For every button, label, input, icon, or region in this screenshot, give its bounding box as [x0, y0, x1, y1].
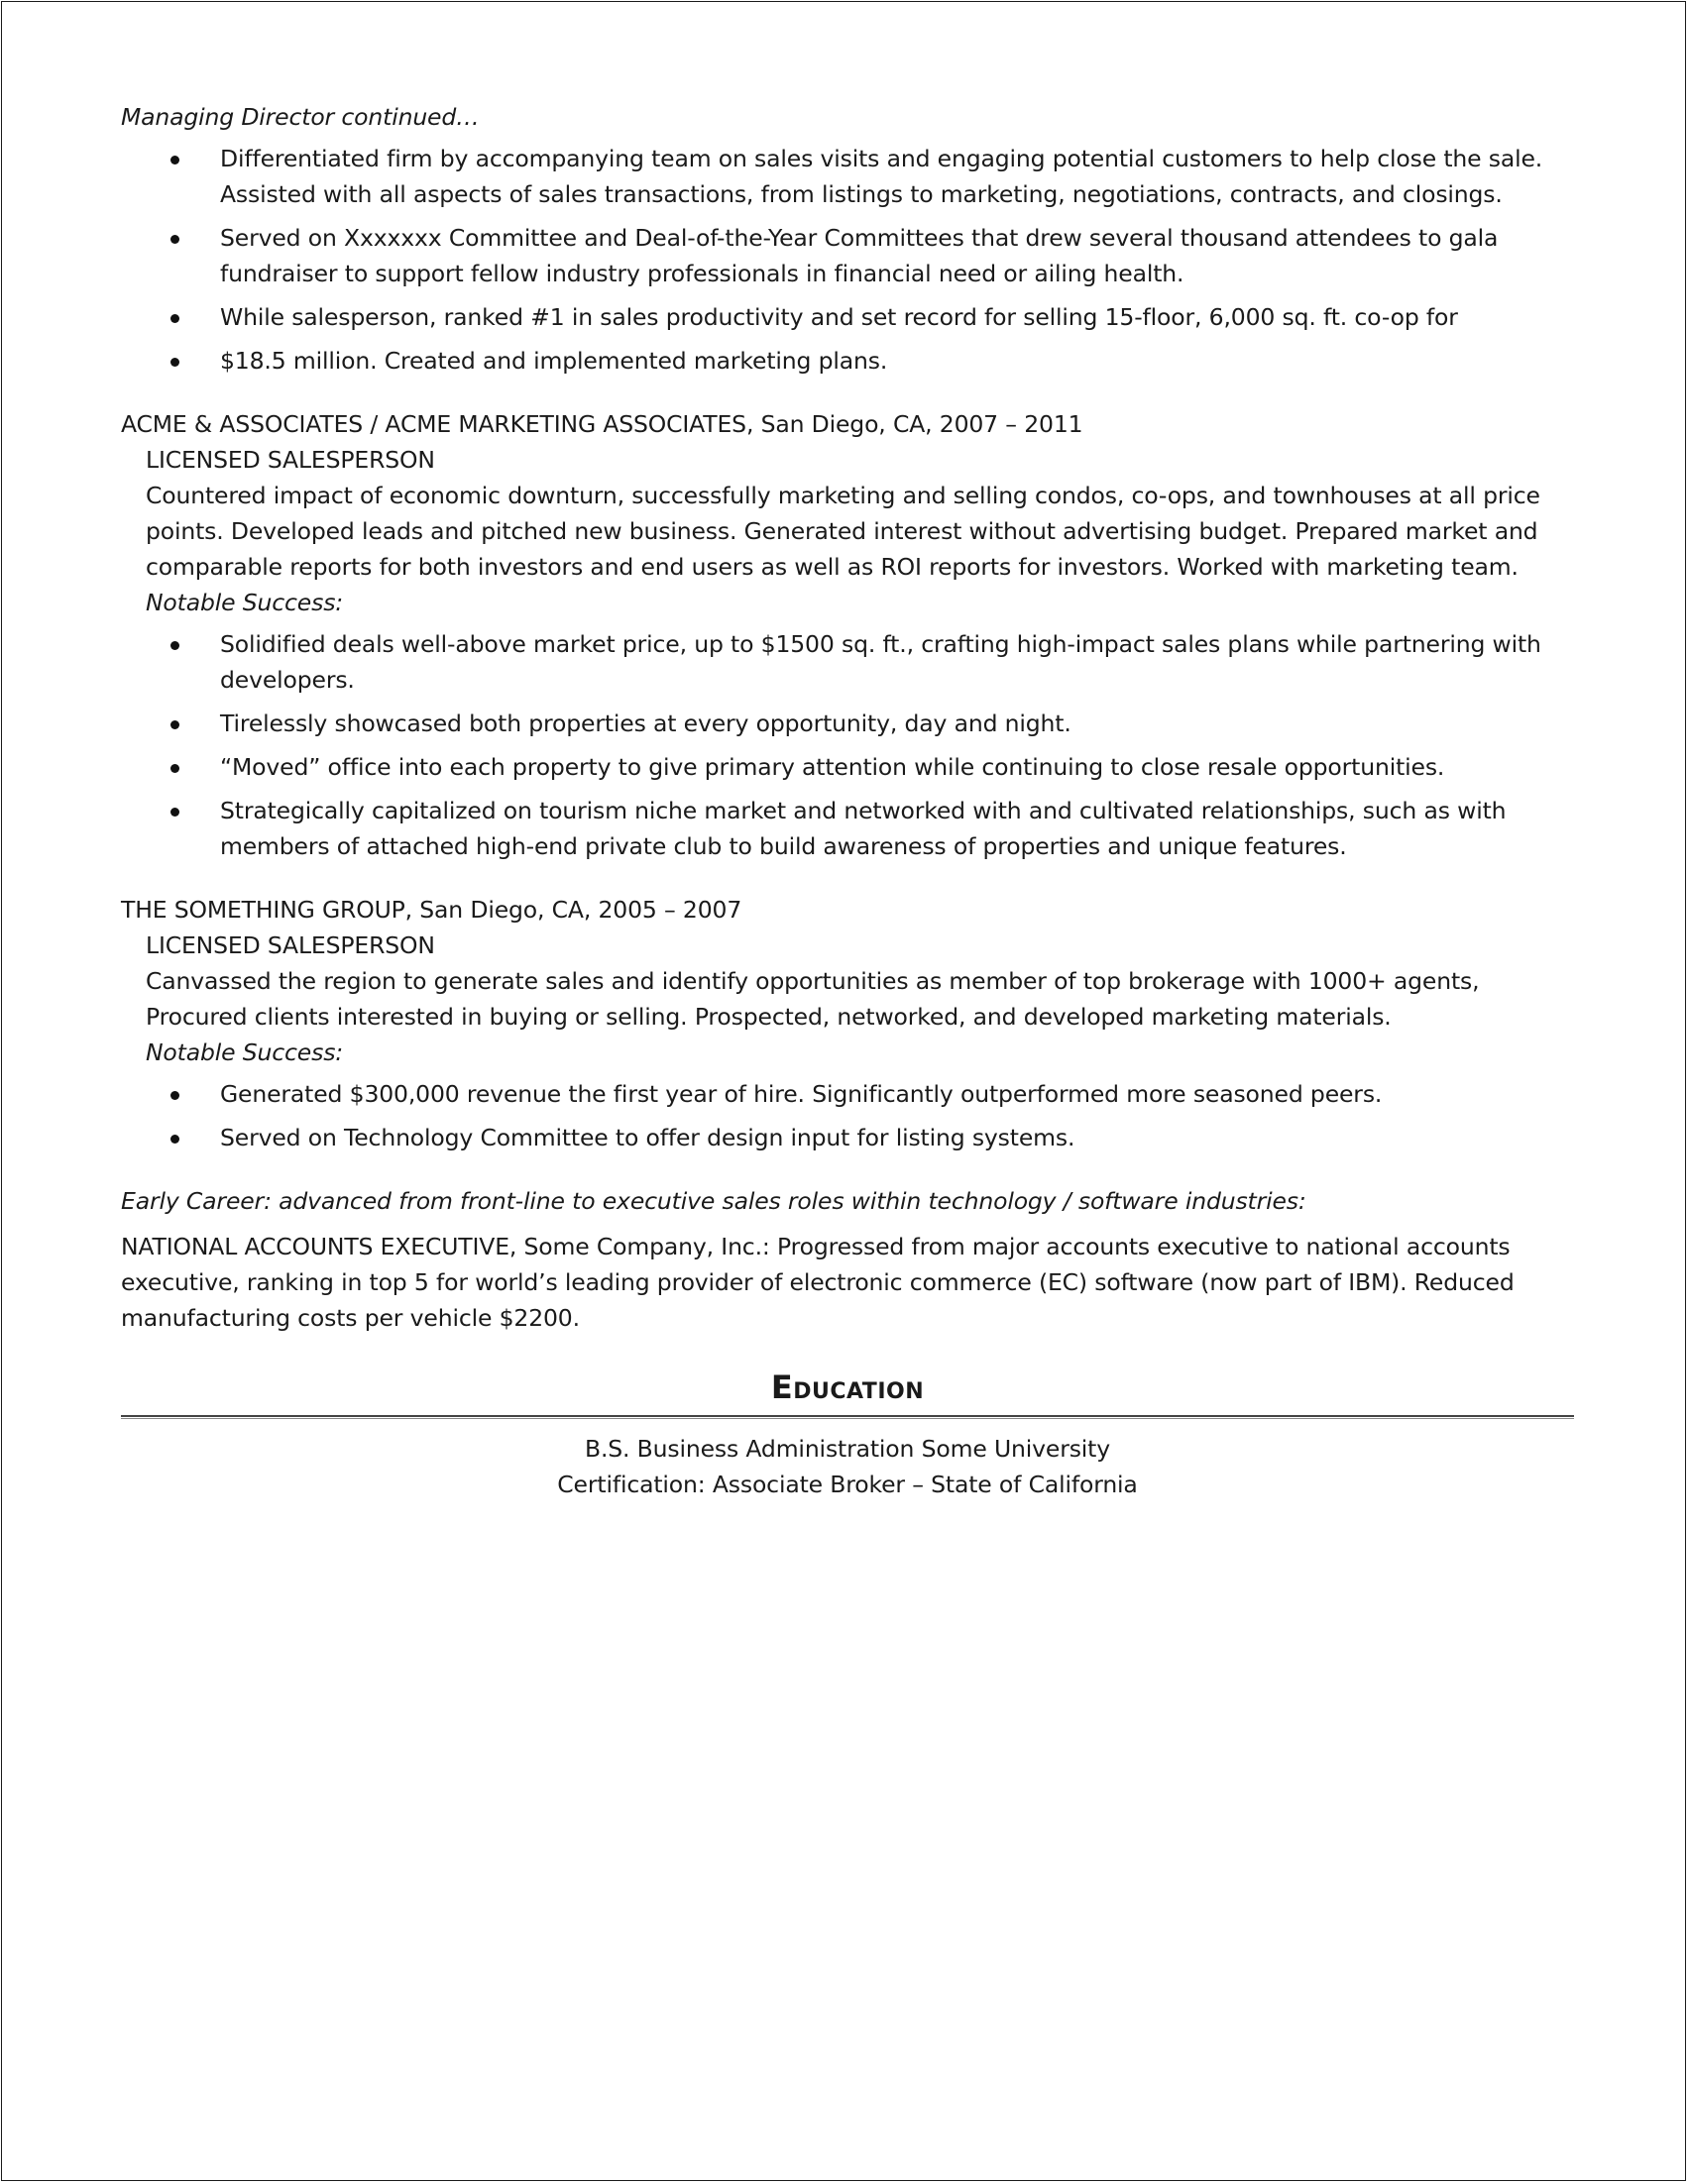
- job-summary: Countered impact of economic downturn, successfully marketing and selling condos, co-ops, and townhouses at all price points. Developed leads and pitched new business. Generated interest without advertising budget. Prepared market and comparable reports for both investors and end users as well as ROI reports for investors. Worked with marketing team.: [146, 482, 1540, 581]
- bullet-item: [121, 626, 1574, 698]
- bullet-text: Served on Xxxxxxx Committee and Deal-of-the-Year Committees that drew several thousand attendees to gala fundraiser to support fellow industry professionals in financial need or ailing health.: [220, 224, 1499, 287]
- bullet-item: [121, 299, 1574, 335]
- job-title: LICENSED SALESPERSON: [146, 931, 435, 959]
- bullet-icon: [170, 358, 179, 367]
- bullet-icon: [170, 641, 179, 650]
- section-title-education: [121, 1367, 1574, 1407]
- resume-page-content: [121, 99, 1574, 1502]
- bullet-item: [121, 343, 1574, 379]
- job-summary: Canvassed the region to generate sales and identify opportunities as member of top brokerage with 1000+ agents, Procured clients interested in buying or selling. Prospected, networked, and developed marketing materials.: [146, 967, 1480, 1031]
- bullet-item: [121, 220, 1574, 291]
- bullet-item: [121, 706, 1574, 741]
- acme-bullets: [121, 626, 1574, 864]
- section-title-text: Education: [770, 1368, 925, 1406]
- company-line: THE SOMETHING GROUP, San Diego, CA, 2005 – 2007: [121, 896, 742, 924]
- bullet-icon: [170, 156, 179, 164]
- bullet-icon: [170, 314, 179, 323]
- bullet-icon: [170, 1135, 179, 1144]
- bullet-text: Generated $300,000 revenue the first year of hire. Significantly outperformed more seasoned peers.: [220, 1080, 1383, 1108]
- acme-job: [121, 406, 1574, 864]
- something-group-bullets: [121, 1076, 1574, 1155]
- continued-heading: Managing Director continued…: [121, 103, 480, 131]
- bullet-item: [121, 1076, 1574, 1112]
- notable-success-label: Notable Success:: [146, 1038, 344, 1066]
- bullet-text: While salesperson, ranked #1 in sales productivity and set record for selling 15-floor, 6,000 sq. ft. co-op for: [220, 303, 1458, 331]
- bullet-text: Tirelessly showcased both properties at every opportunity, day and night.: [220, 710, 1071, 737]
- bullet-icon: [170, 1091, 179, 1100]
- bullet-text: Served on Technology Committee to offer design input for listing systems.: [220, 1124, 1075, 1151]
- bullet-item: [121, 749, 1574, 785]
- bullet-icon: [170, 720, 179, 729]
- early-career-text: NATIONAL ACCOUNTS EXECUTIVE, Some Company, Inc.: Progressed from major accounts executive to national accounts executive, ranking in top 5 for world’s leading provider of electronic commerce (EC) software (now part of IBM). Reduced manufacturing costs per vehicle $2200.: [121, 1233, 1515, 1332]
- bullet-text: Differentiated firm by accompanying team on sales visits and engaging potential customers to help close the sale. Assisted with all aspects of sales transactions, from listings to marketing, negotiations, contracts, and closings.: [220, 145, 1543, 208]
- bullet-icon: [170, 808, 179, 817]
- managing-director-bullets: [121, 141, 1574, 379]
- job-title: LICENSED SALESPERSON: [146, 446, 435, 474]
- early-career-heading: Early Career: advanced from front-line to executive sales roles within technology / software industries:: [121, 1187, 1306, 1215]
- bullet-text: Solidified deals well-above market price, up to $1500 sq. ft., crafting high-impact sales plans while partnering with developers.: [220, 630, 1541, 694]
- bullet-item: [121, 141, 1574, 212]
- bullet-text: Strategically capitalized on tourism niche market and networked with and cultivated relationships, such as with members of attached high-end private club to build awareness of properties and unique features.: [220, 797, 1507, 860]
- bullet-text: “Moved” office into each property to give primary attention while continuing to close resale opportunities.: [220, 753, 1445, 781]
- education-section: [121, 1367, 1574, 1502]
- bullet-icon: [170, 235, 179, 244]
- notable-success-label: Notable Success:: [146, 589, 344, 616]
- company-line: ACME & ASSOCIATES / ACME MARKETING ASSOCIATES, San Diego, CA, 2007 – 2011: [121, 410, 1083, 438]
- bullet-icon: [170, 764, 179, 773]
- bullet-item: [121, 1120, 1574, 1155]
- certification-line: Certification: Associate Broker – State of California: [557, 1471, 1138, 1498]
- degree-line: B.S. Business Administration Some University: [584, 1435, 1111, 1463]
- early-career: [121, 1183, 1574, 1336]
- something-group-job: [121, 892, 1574, 1155]
- bullet-item: [121, 793, 1574, 864]
- bullet-text: $18.5 million. Created and implemented marketing plans.: [220, 347, 888, 375]
